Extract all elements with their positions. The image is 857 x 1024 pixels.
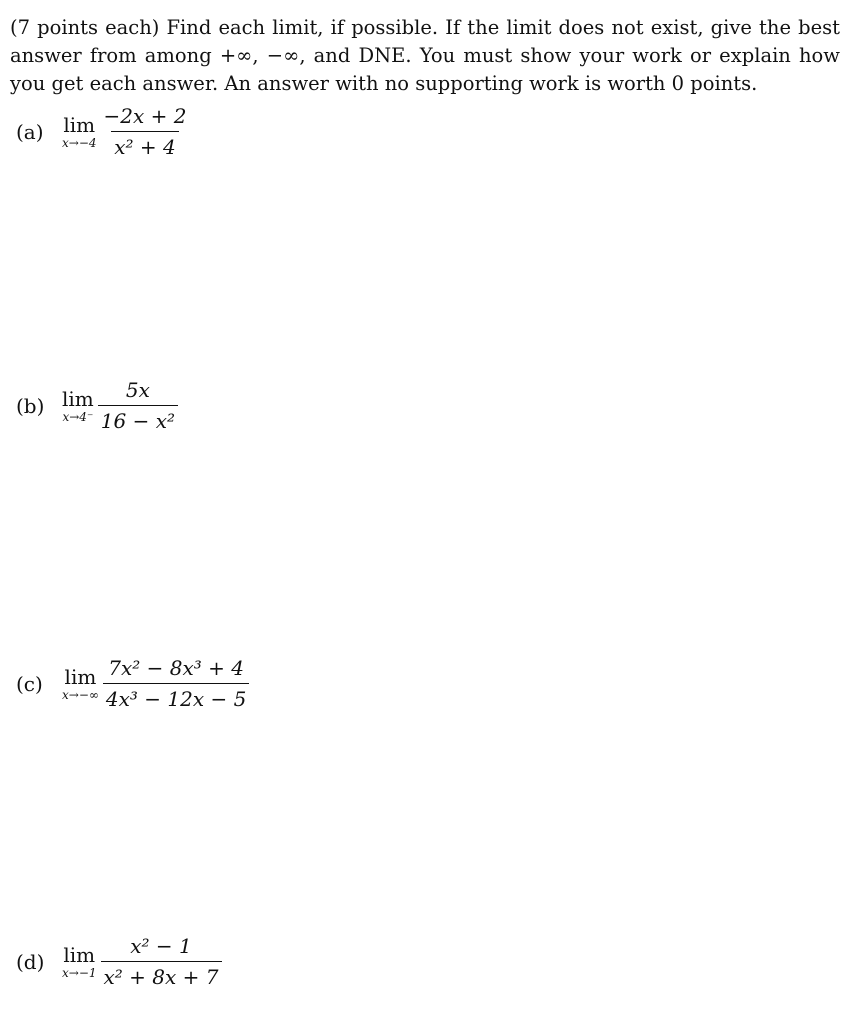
lim-word: lim [62, 386, 94, 411]
limit-operator [62, 114, 97, 150]
lim-word: lim [64, 664, 97, 689]
denominator: x² + 4 [111, 131, 179, 159]
numerator: 7x² − 8x³ + 4 [108, 656, 244, 680]
problem-b [16, 378, 178, 433]
fraction [101, 104, 190, 159]
limit-operator [62, 388, 94, 424]
fraction [98, 378, 178, 433]
problem-label: (b) [16, 393, 45, 418]
problem-label: (a) [16, 119, 44, 144]
fraction [103, 656, 249, 711]
problem-label: (d) [16, 949, 45, 974]
problem-label: (c) [16, 671, 43, 696]
limit-subscript: x→−4 [62, 135, 97, 150]
limit-subscript: x→4⁻ [62, 409, 94, 424]
instructions-text: (7 points each) Find each limit, if possible. If the limit does not exist, give the best answer from among +∞, −∞, and DNE. You must show your work or explain how you get each answer. An answer with no supporting work is worth 0 points. [10, 16, 840, 95]
problem-c [16, 656, 249, 711]
lim-word: lim [63, 942, 96, 967]
numerator: 5x [125, 378, 150, 402]
numerator: −2x + 2 [103, 104, 187, 128]
limit-subscript: x→−1 [62, 965, 97, 980]
limit-subscript: x→−∞ [62, 687, 99, 702]
lim-word: lim [63, 112, 96, 137]
fraction [101, 934, 222, 989]
limit-operator [62, 944, 97, 980]
denominator: x² + 8x + 7 [101, 961, 222, 989]
limit-operator [62, 666, 99, 702]
denominator: 16 − x² [98, 405, 178, 433]
denominator: 4x³ − 12x − 5 [103, 683, 249, 711]
problem-a [16, 104, 189, 159]
numerator: x² − 1 [130, 934, 192, 958]
problem-d [16, 934, 222, 989]
